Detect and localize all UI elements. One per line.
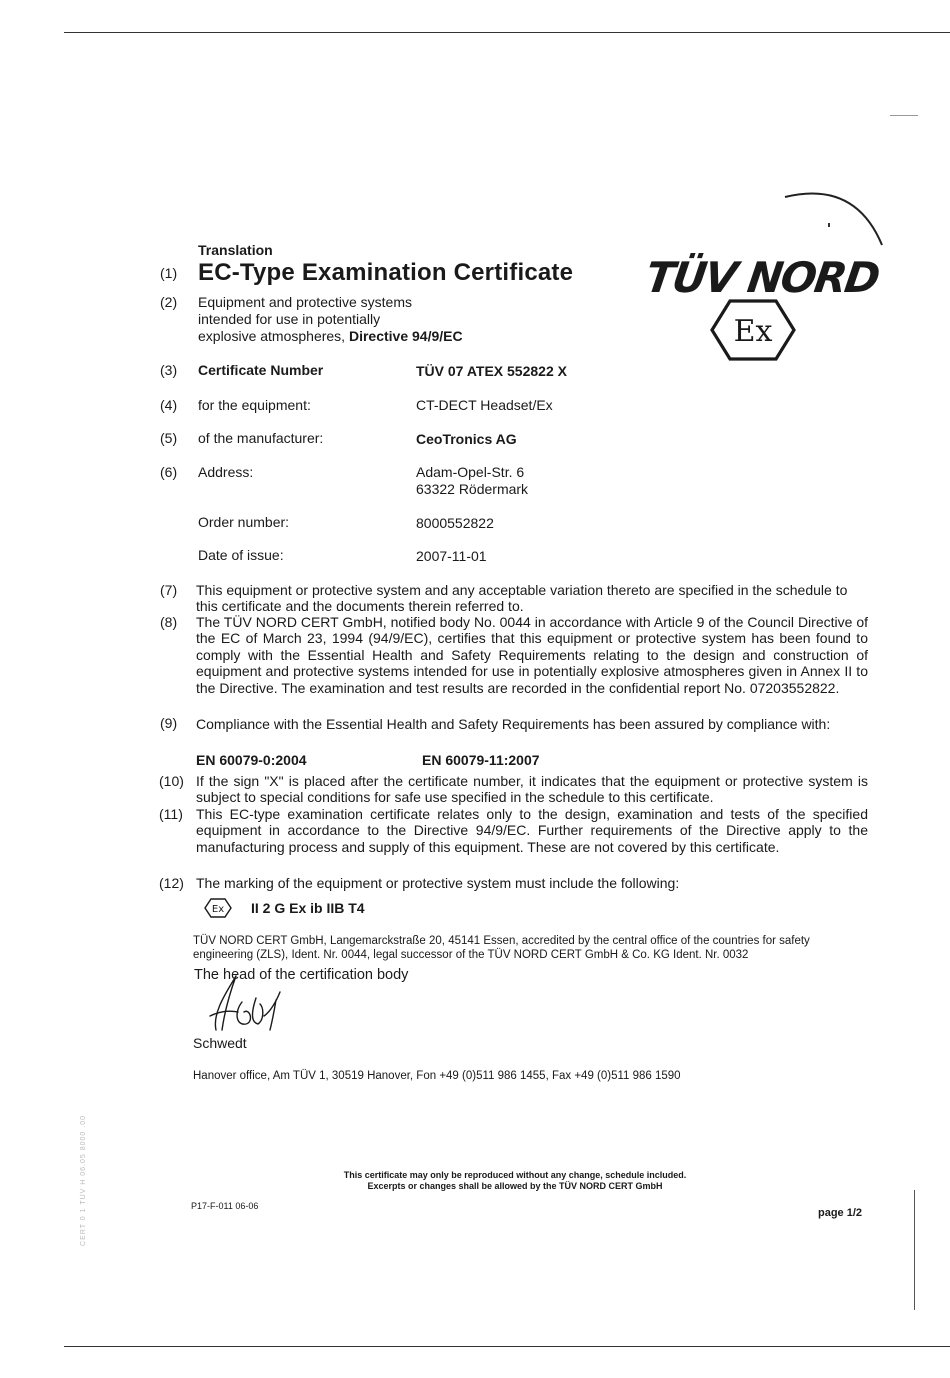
item-number: (10) <box>159 773 184 789</box>
item-number: (3) <box>160 362 178 378</box>
page-subtitle <box>198 294 463 345</box>
reproduction-note <box>220 1170 810 1192</box>
date-of-issue-value: 2007-11-01 <box>416 548 487 564</box>
item-number: (9) <box>160 715 178 731</box>
ex-marking-symbol: Ex <box>211 904 225 915</box>
scan-edge-line <box>914 1190 915 1310</box>
tuv-nord-logo <box>640 175 900 375</box>
ex-hexagon-icon <box>708 295 798 365</box>
item-number: (6) <box>160 464 178 480</box>
standard-item: EN 60079-0:2004 <box>196 752 307 768</box>
directive-ref: Directive 94/9/EC <box>348 328 463 344</box>
ex-symbol-text: Ex <box>733 314 773 349</box>
item-number: (4) <box>160 397 178 413</box>
paragraph-7: This equipment or protective system and any acceptable variation thereto are specified in the schedule to this certificate and the documents therein referred to. <box>196 582 848 615</box>
logo-brand-text: TÜV NORD <box>642 253 882 302</box>
address-line: 63322 Rödermark <box>416 481 529 497</box>
handwritten-signature <box>198 972 288 1034</box>
hanover-office: Hanover office, Am TÜV 1, 30519 Hanover, Fon +49 (0)511 986 1455, Fax +49 (0)511 986 1590 <box>193 1070 681 1082</box>
paragraph-8: The TÜV NORD CERT GmbH, notified body No. 0044 in accordance with Article 9 of the Council Directive of the EC of March 23, 1994 (94/9/EC), certifies that this equipment or protective system has been found to comply with the Essential Health and Safety Requirements relating to the design and construction of equipment and protective systems intended for use in potentially explosive atmospheres given in Annex II to the Directive. The examination and test results are recorded in the confidential report No. 07203552822. <box>196 614 868 696</box>
item-number: (12) <box>159 875 184 891</box>
page-number: page 1/2 <box>818 1207 863 1219</box>
item-number: (7) <box>160 582 178 598</box>
scan-edge-mark <box>890 115 918 116</box>
manufacturer-value: CeoTronics AG <box>416 431 517 447</box>
head-of-body-label: The head of the certification body <box>194 967 409 983</box>
item-number: (5) <box>160 430 178 446</box>
certification-body-info: TÜV NORD CERT GmbH, Langemarckstraße 20, 45141 Essen, accredited by the central office of the countries for safety engineering (ZLS), Ident. Nr. 0044, legal successor of the TÜV NORD CERT GmbH & Co. KG Ident. Nr. 0032 <box>193 935 810 961</box>
paragraph-11: This EC-type examination certificate relates only to the design, examination and tests of the specified equipment in accordance to the Directive 94/9/EC. Further requirements of the Directive apply to the manufacturing process and supply of this equipment. These are not covered by this certificate. <box>196 806 868 855</box>
bottom-rule <box>64 1346 950 1347</box>
certificate-number-value: TÜV 07 ATEX 552822 X <box>416 363 567 379</box>
equipment-marking <box>203 897 365 919</box>
margin-note: CERT 0 1 TÜV H 06.05 8000 .00 <box>80 1115 87 1246</box>
paragraph-10: If the sign "X" is placed after the certificate number, it indicates that the equipment or protective system is subject to special conditions for safe use specified in the schedule to this certificate. <box>196 773 868 806</box>
ex-marking-icon <box>203 897 233 919</box>
address-line: Adam-Opel-Str. 6 <box>416 464 525 480</box>
top-rule <box>64 32 950 33</box>
translation-label: Translation <box>198 242 273 258</box>
equipment-value: CT-DECT Headset/Ex <box>416 397 553 413</box>
form-code: P17-F-011 06-06 <box>191 1201 259 1211</box>
item-number: (11) <box>159 806 183 822</box>
marking-code: II 2 G Ex ib IIB T4 <box>251 900 365 916</box>
paragraph-12: The marking of the equipment or protective system must include the following: <box>196 875 680 891</box>
subtitle-line <box>198 328 463 345</box>
manufacturer-label: of the manufacturer: <box>198 430 324 446</box>
subtitle-text: explosive atmospheres, <box>198 328 349 344</box>
certificate-number-label: Certificate Number <box>198 362 324 378</box>
note-line: This certificate may only be reproduced without any change, schedule included. <box>343 1170 687 1180</box>
subtitle-line: Equipment and protective systems <box>198 294 412 310</box>
address-value <box>416 464 528 498</box>
item-number: (2) <box>160 294 178 310</box>
address-label: Address: <box>198 464 254 480</box>
signer-name: Schwedt <box>193 1035 247 1051</box>
equipment-label: for the equipment: <box>198 397 311 413</box>
standard-item: EN 60079-11:2007 <box>422 752 540 768</box>
order-number-value: 8000552822 <box>416 515 494 531</box>
subtitle-line: intended for use in potentially <box>198 311 381 327</box>
order-number-label: Order number: <box>198 514 290 530</box>
paragraph-9: Compliance with the Essential Health and Safety Requirements has been assured by compliance with: <box>196 716 831 732</box>
item-number: (1) <box>160 265 178 281</box>
date-of-issue-label: Date of issue: <box>198 547 284 563</box>
page-title: EC-Type Examination Certificate <box>198 259 574 286</box>
item-number: (8) <box>160 614 178 630</box>
note-line: Excerpts or changes shall be allowed by the TÜV NORD CERT GmbH <box>367 1181 663 1191</box>
